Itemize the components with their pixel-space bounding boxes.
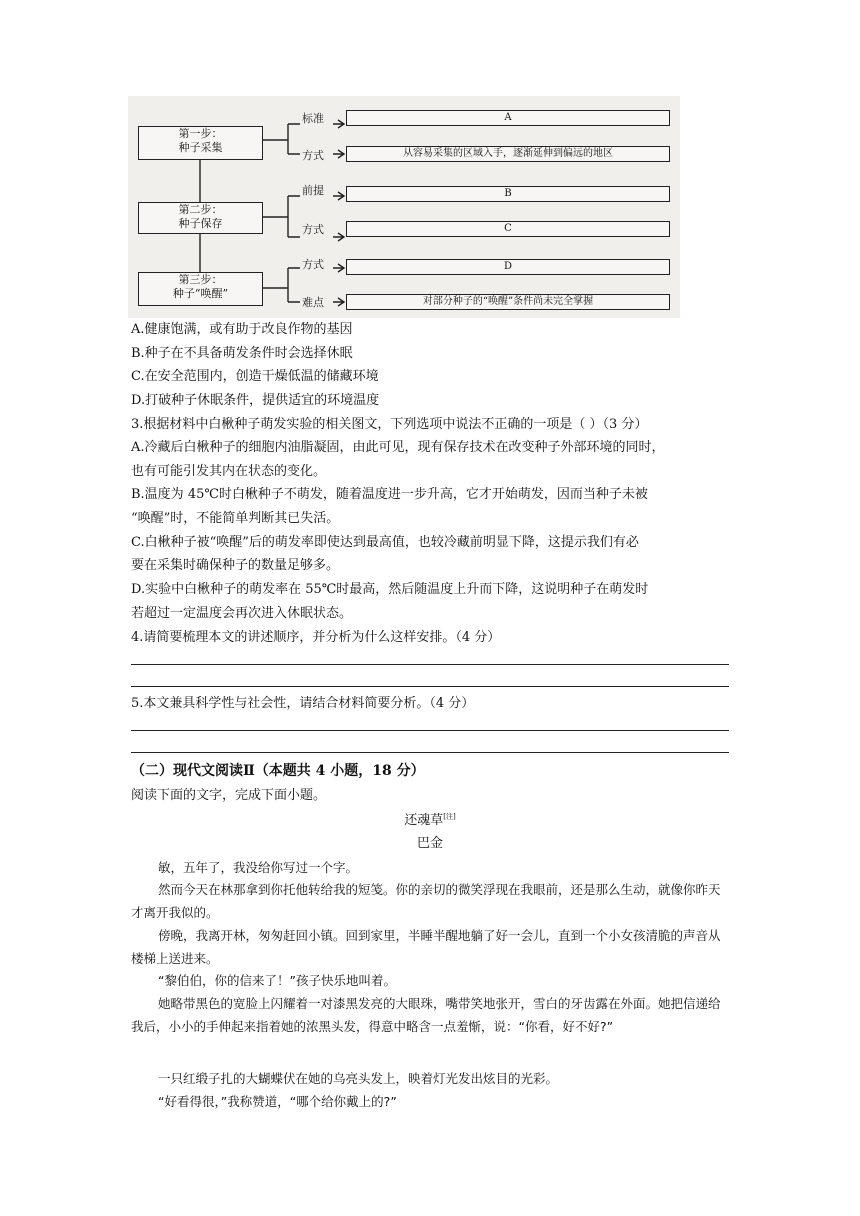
slot-d: D <box>346 259 670 275</box>
q3-stem: 3.根据材料中白楸种子萌发实验的相关图文，下列选项中说法不正确的一项是（ ）（3 分） <box>131 417 648 432</box>
row-label-method-1: 方式 <box>302 149 324 162</box>
step-3-line1: 第三步： <box>178 273 223 286</box>
paragraph: 敏，五年了，我没给你写过一个字。 <box>158 860 359 875</box>
q2-option-d: D.打破种子休眠条件，提供适宜的环境温度 <box>131 393 380 408</box>
q3-option-c-line2: 要在采集时确保种子的数量足够多。 <box>131 558 340 573</box>
q3-option-a-line1: A.冷藏后白楸种子的细胞内油脂凝固，由此可见，现有保存技术在改变种子外部环境的同时， <box>131 440 665 455</box>
q3-option-c-line1: C.白楸种子被“唤醒”后的萌发率即使达到最高值，也较冷藏前明显下降，这提示我们有必 <box>131 535 639 550</box>
row-label-standard: 标准 <box>302 112 324 125</box>
step-2-line1: 第二步： <box>178 203 223 216</box>
q2-option-a: A.健康饱满，或有助于改良作物的基因 <box>131 322 353 337</box>
paragraph: 然而今天在林那拿到你托他转给我的短笺。你的亲切的微笑浮现在我眼前，还是那么生动，就像你昨天才离开我似的。 <box>131 882 721 920</box>
row-label-method-2: 方式 <box>302 223 324 236</box>
section-instruction: 阅读下面的文字，完成下面小题。 <box>131 788 327 803</box>
answer-line[interactable] <box>131 664 729 665</box>
paragraph: 傍晚，我离开林，匆匆赶回小镇。回到家里，半睡半醒地躺了好一会儿，直到一个小女孩清脆的声音从楼梯上送进来。 <box>131 928 721 966</box>
paragraph: “黎伯伯，你的信来了！”孩子快乐地叫着。 <box>158 973 396 988</box>
slot-difficulty: 对部分种子的“唤醒”条件尚未完全掌握 <box>346 294 670 310</box>
article-author: 巴金 <box>416 836 443 851</box>
step-2-line2: 种子保存 <box>178 217 223 230</box>
row-label-premise: 前提 <box>302 184 324 197</box>
q3-option-b-line1: B.温度为 45℃时白楸种子不萌发，随着温度进一步升高，它才开始萌发，因而当种子未被 <box>131 487 648 502</box>
paragraph: 一只红缎子扎的大蝴蝶伏在她的乌亮头发上，映着灯光发出炫目的光彩。 <box>158 1071 559 1086</box>
paragraph: “好看得很，”我称赞道，“哪个给你戴上的?” <box>158 1094 397 1109</box>
q5-prompt: 5.本文兼具科学性与社会性，请结合材料简要分析。（4 分） <box>131 696 475 711</box>
title-note-marker: [注] <box>443 812 456 821</box>
answer-line[interactable] <box>131 686 729 687</box>
q3-option-a-line2: 也有可能引发其内在状态的变化。 <box>131 464 327 479</box>
row-label-method-3: 方式 <box>302 258 324 271</box>
step-box-3 <box>138 272 263 306</box>
article-title <box>0 809 860 828</box>
section-heading: （二）现代文阅读Ⅱ（本题共 4 小题，18 分） <box>131 763 425 779</box>
row-label-difficulty: 难点 <box>302 296 324 309</box>
slot-method-1: 从容易采集的区域入手，逐渐延伸到偏远的地区 <box>346 146 670 162</box>
answer-line[interactable] <box>131 730 729 731</box>
step-box-2 <box>138 202 263 234</box>
q2-option-c: C.在安全范围内，创造干燥低温的储藏环境 <box>131 369 379 384</box>
slot-c: C <box>346 221 670 237</box>
article-title-text: 还魂草 <box>404 813 444 828</box>
flowchart-diagram <box>128 96 680 318</box>
q3-option-b-line2: “唤醒”时，不能简单判断其已失活。 <box>131 511 340 526</box>
q3-option-d-line2: 若超过一定温度会再次进入休眠状态。 <box>131 606 353 621</box>
slot-a: A <box>346 110 670 126</box>
step-1-line2: 种子采集 <box>178 141 223 154</box>
step-box-1 <box>138 126 263 160</box>
q3-option-d-line1: D.实验中白楸种子的萌发率在 55℃时最高，然后随温度上升而下降，这说明种子在萌发时 <box>131 582 649 597</box>
paragraph: 她略带黑色的宽脸上闪耀着一对漆黑发亮的大眼珠，嘴带笑地张开，雪白的牙齿露在外面。她把信递给我后，小小的手伸起来指着她的浓黑头发，得意中略含一点羞惭，说：“你看，好不好?” <box>131 996 721 1034</box>
q2-option-b: B.种子在不具备萌发条件时会选择休眠 <box>131 346 353 361</box>
q4-prompt: 4.请简要梳理本文的讲述顺序，并分析为什么这样安排。（4 分） <box>131 630 501 645</box>
step-3-line2: 种子“唤醒” <box>172 287 229 300</box>
slot-b: B <box>346 186 670 202</box>
step-1-line1: 第一步： <box>178 127 223 140</box>
answer-line[interactable] <box>131 752 729 753</box>
